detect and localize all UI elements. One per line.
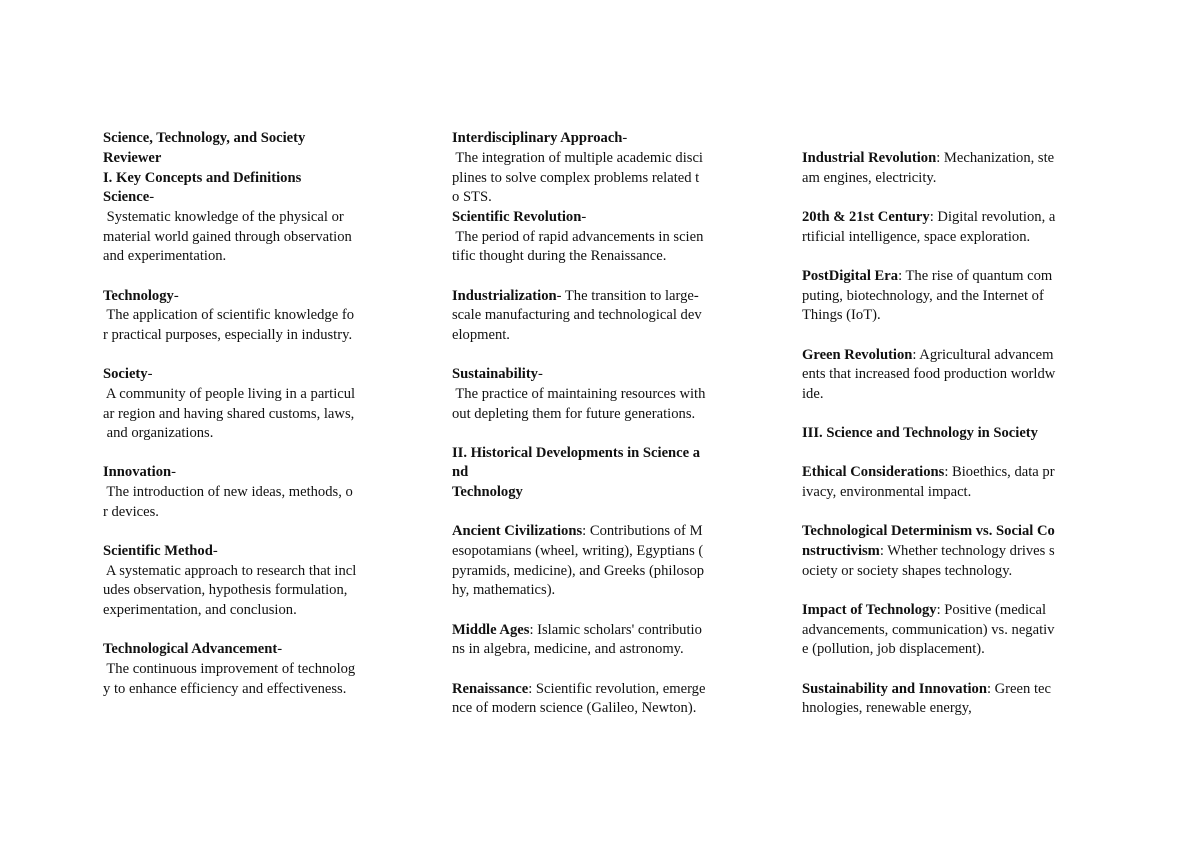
def-line: ociety or society shapes technology. xyxy=(802,563,1013,579)
term-scientific-method: Scientific Method xyxy=(103,543,213,559)
def-line: tific thought during the Renaissance. xyxy=(452,248,667,264)
term-separator: - xyxy=(149,189,155,205)
def-line: The period of rapid advancements in scien xyxy=(452,229,704,245)
term-middle-ages-heading xyxy=(452,621,702,641)
def-line: The continuous improvement of technolog xyxy=(103,661,356,677)
term-ethical-heading xyxy=(802,463,1055,483)
section-3-heading: III. Science and Technology in Society xyxy=(802,425,1038,441)
term-rest: : The rise of quantum com xyxy=(898,268,1053,284)
def-line: Systematic knowledge of the physical or xyxy=(103,209,344,225)
def-line: e (pollution, job displacement). xyxy=(802,641,985,657)
term-rest: : Positive (medical xyxy=(936,602,1047,618)
term-renaissance-heading xyxy=(452,680,705,700)
term-ancient-heading xyxy=(452,522,703,542)
term-industrial-revolution: Industrial Revolution xyxy=(802,150,937,166)
term-tech-advancement: Technological Advancement xyxy=(103,641,278,657)
def-line: ar region and having shared customs, laws, xyxy=(103,406,355,422)
term-industrialization: Industrialization xyxy=(452,288,557,304)
term-innovation-heading xyxy=(103,463,176,483)
term-rest: : Contributions of M xyxy=(582,523,703,539)
term-determinism-line-1: Technological Determinism vs. Social Co xyxy=(802,523,1055,539)
def-line: A community of people living in a particul xyxy=(103,386,356,402)
term-industrialization-heading xyxy=(452,287,699,307)
def-line: hy, mathematics). xyxy=(452,582,556,598)
term-technology-heading xyxy=(103,287,179,307)
term-separator: - xyxy=(147,366,153,382)
section-2-heading-line-3: Technology xyxy=(452,484,523,500)
term-science: Science xyxy=(103,189,150,205)
term-rest: - The transition to large- xyxy=(556,288,699,304)
term-rest: : Mechanization, ste xyxy=(936,150,1055,166)
def-line: rtificial intelligence, space exploration. xyxy=(802,229,1031,245)
term-green-revolution-heading xyxy=(802,346,1053,366)
doc-title-line-2: Reviewer xyxy=(103,150,162,166)
term-rest: : Scientific revolution, emerge xyxy=(528,681,706,697)
def-line: o STS. xyxy=(452,189,492,205)
def-line: puting, biotechnology, and the Internet of xyxy=(802,288,1044,304)
term-separator: - xyxy=(581,209,587,225)
def-line: ents that increased food production worldw xyxy=(802,366,1056,382)
def-line: and experimentation. xyxy=(103,248,227,264)
term-century: 20th & 21st Century xyxy=(802,209,930,225)
term-determinism-line-2: nstructivism xyxy=(802,543,880,559)
def-line: A systematic approach to research that incl xyxy=(103,563,357,579)
def-line: material world gained through observation xyxy=(103,229,352,245)
term-ethical: Ethical Considerations xyxy=(802,464,945,480)
term-interdisciplinary-heading xyxy=(452,129,627,149)
term-rest: : Green tec xyxy=(986,681,1051,697)
def-line: hnologies, renewable energy, xyxy=(802,700,972,716)
term-society-heading xyxy=(103,365,152,385)
section-2-heading-line-2: nd xyxy=(452,464,469,480)
term-separator: - xyxy=(171,464,177,480)
term-society: Society xyxy=(103,366,148,382)
def-line: am engines, electricity. xyxy=(802,170,937,186)
term-separator: - xyxy=(173,288,179,304)
term-interdisciplinary: Interdisciplinary Approach xyxy=(452,130,623,146)
def-line: advancements, communication) vs. negativ xyxy=(802,622,1055,638)
term-century-heading xyxy=(802,208,1055,228)
term-scientific-revolution: Scientific Revolution xyxy=(452,209,582,225)
def-line: y to enhance efficiency and effectiveness. xyxy=(103,681,347,697)
def-line: ide. xyxy=(802,386,824,402)
term-innovation: Innovation xyxy=(103,464,172,480)
def-line: experimentation, and conclusion. xyxy=(103,602,297,618)
term-middle-ages: Middle Ages xyxy=(452,622,530,638)
def-line: nce of modern science (Galileo, Newton). xyxy=(452,700,697,716)
term-sustainability: Sustainability xyxy=(452,366,538,382)
def-line: r devices. xyxy=(103,504,159,520)
def-line: udes observation, hypothesis formulation, xyxy=(103,582,348,598)
term-impact: Impact of Technology xyxy=(802,602,937,618)
term-ancient: Ancient Civilizations xyxy=(452,523,583,539)
term-separator: - xyxy=(277,641,283,657)
def-line: plines to solve complex problems related t xyxy=(452,170,700,186)
term-rest: : Agricultural advancem xyxy=(912,347,1054,363)
def-line: The integration of multiple academic disci xyxy=(452,150,703,166)
term-separator: - xyxy=(212,543,218,559)
term-renaissance: Renaissance xyxy=(452,681,529,697)
term-science-heading xyxy=(103,188,154,208)
def-line: Things (IoT). xyxy=(802,307,881,323)
def-line: pyramids, medicine), and Greeks (philosop xyxy=(452,563,705,579)
def-line: out depleting them for future generations. xyxy=(452,406,696,422)
def-line: and organizations. xyxy=(103,425,214,441)
term-separator: - xyxy=(622,130,628,146)
term-technology: Technology xyxy=(103,288,174,304)
term-postdigital: PostDigital Era xyxy=(802,268,899,284)
def-line: r practical purposes, especially in industry. xyxy=(103,327,353,343)
def-line: The practice of maintaining resources with xyxy=(452,386,706,402)
term-determinism-heading xyxy=(802,542,1055,562)
term-separator: - xyxy=(537,366,543,382)
term-green-revolution: Green Revolution xyxy=(802,347,913,363)
term-sustain-innov-heading xyxy=(802,680,1051,700)
term-industrial-revolution-heading xyxy=(802,149,1054,169)
term-sustain-innov: Sustainability and Innovation xyxy=(802,681,987,697)
def-line: The application of scientific knowledge fo xyxy=(103,307,354,323)
def-line: esopotamians (wheel, writing), Egyptians ( xyxy=(452,543,704,559)
term-scientific-revolution-heading xyxy=(452,208,586,228)
def-line: scale manufacturing and technological dev xyxy=(452,307,702,323)
doc-title-line-1: Science, Technology, and Society xyxy=(103,130,306,146)
term-scientific-method-heading xyxy=(103,542,218,562)
section-2-heading-line-1: II. Historical Developments in Science a xyxy=(452,445,701,461)
term-postdigital-heading xyxy=(802,267,1052,287)
def-line: The introduction of new ideas, methods, o xyxy=(103,484,353,500)
term-sustainability-heading xyxy=(452,365,543,385)
term-rest: : Digital revolution, a xyxy=(929,209,1056,225)
term-rest: : Bioethics, data pr xyxy=(944,464,1055,480)
def-line: ivacy, environmental impact. xyxy=(802,484,972,500)
term-rest: : Islamic scholars' contributio xyxy=(529,622,702,638)
def-line: ns in algebra, medicine, and astronomy. xyxy=(452,641,684,657)
term-rest: : Whether technology drives s xyxy=(879,543,1055,559)
term-tech-advancement-heading xyxy=(103,640,282,660)
def-line: elopment. xyxy=(452,327,510,343)
section-1-heading: I. Key Concepts and Definitions xyxy=(103,170,302,186)
term-impact-heading xyxy=(802,601,1046,621)
